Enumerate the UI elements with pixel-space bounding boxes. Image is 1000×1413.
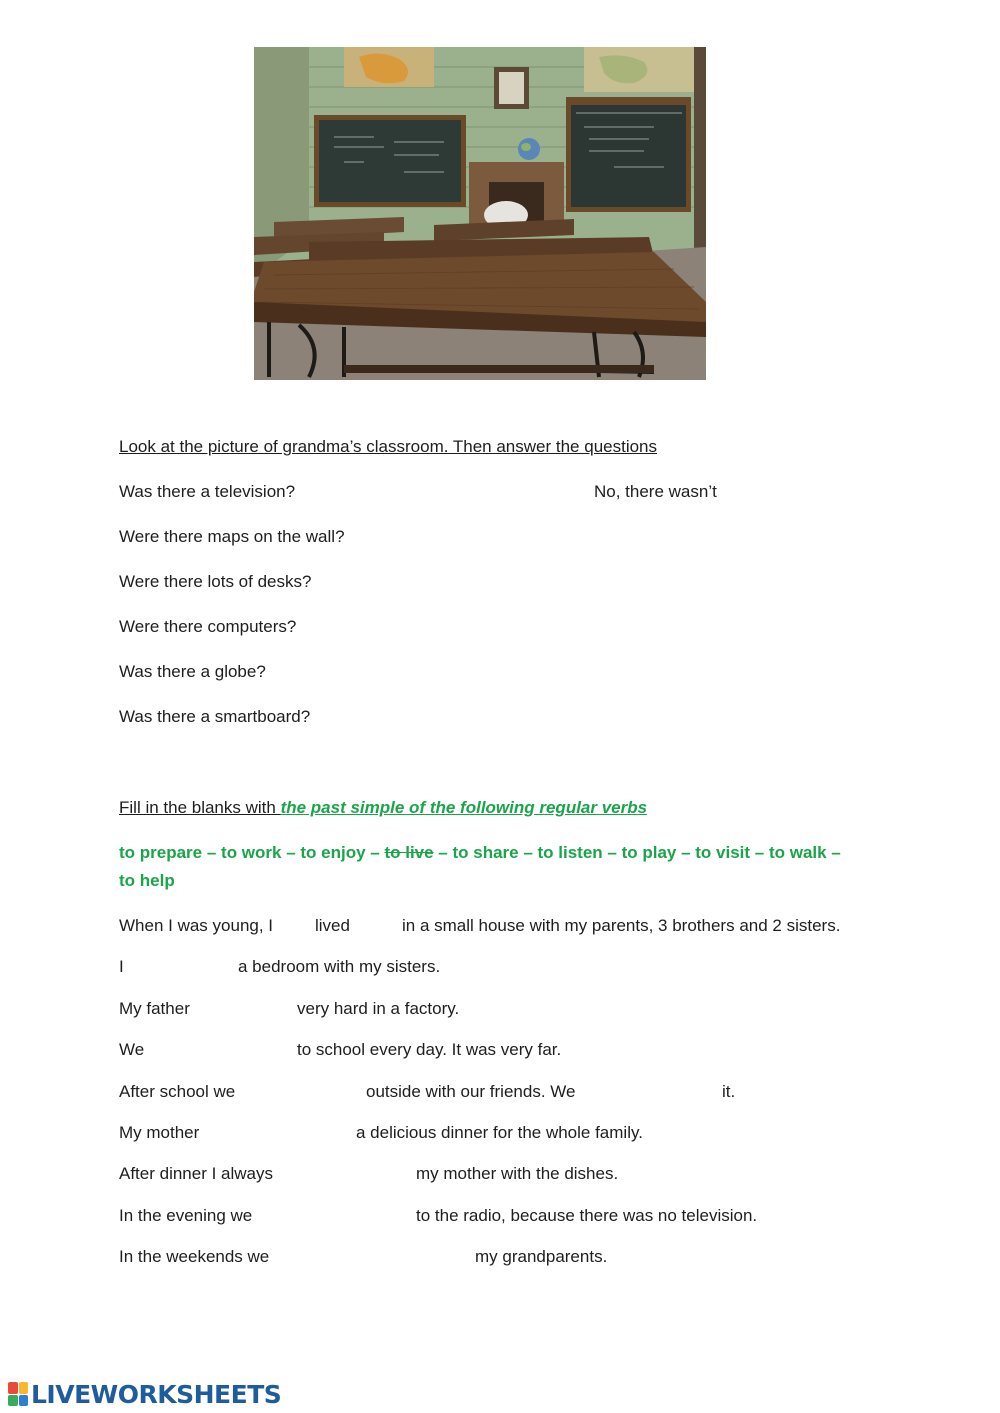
question-3: Were there lots of desks? (119, 572, 312, 591)
question-6: Was there a smartboard? (119, 707, 311, 726)
sentence-5-blank-2[interactable] (604, 1080, 716, 1104)
sentence-8-end: to the radio, because there was no television. (416, 1206, 758, 1225)
sentence-4-start: We (119, 1040, 145, 1059)
question-5: Was there a globe? (119, 662, 266, 681)
sentence-4-end: to school every day. It was very far. (297, 1040, 562, 1059)
sentence-2-blank[interactable] (132, 955, 232, 979)
section2-instruction-emphasis: the past simple of the following regular verbs (280, 798, 648, 817)
sentence-2-end: a bedroom with my sisters. (238, 957, 441, 976)
sentence-6-blank[interactable] (216, 1121, 350, 1145)
section1-instruction: Look at the picture of grandma’s classroom. Then answer the questions (119, 437, 658, 456)
sentence-6-start: My mother (119, 1123, 200, 1142)
liveworksheets-logo[interactable] (8, 1381, 281, 1407)
sentence-3-start: My father (119, 999, 190, 1018)
sentence-7-end: my mother with the dishes. (416, 1164, 619, 1183)
verb-list-line-2: to help (119, 871, 175, 890)
question-2: Were there maps on the wall? (119, 527, 345, 546)
sentence-2-start: I (119, 957, 124, 976)
sentence-4-blank[interactable] (152, 1038, 292, 1062)
logo-text: LIVEWORKSHEETS (31, 1379, 282, 1409)
liveworksheets-logo-icon (8, 1382, 28, 1406)
section2-instruction-plain: Fill in the blanks with (119, 798, 281, 817)
sentence-7-start: After dinner I always (119, 1164, 274, 1183)
question-4: Were there computers? (119, 617, 297, 636)
question-1: Was there a television? (119, 482, 296, 501)
verb-list-line-1 (119, 842, 841, 864)
sentence-1-end: in a small house with my parents, 3 brothers and 2 sisters. (402, 916, 841, 935)
sentence-3-blank[interactable] (206, 997, 292, 1021)
sentence-1-answer[interactable]: lived (315, 916, 350, 935)
sentence-5-middle: outside with our friends. We (366, 1082, 576, 1101)
sentence-8-blank[interactable] (272, 1204, 410, 1228)
sentence-1-start: When I was young, I (119, 916, 274, 935)
verb-list-part-a: to prepare – to work – to enjoy – (119, 843, 385, 862)
classroom-photo (254, 47, 706, 380)
sentence-8-start: In the evening we (119, 1206, 253, 1225)
sentence-5-blank-1[interactable] (252, 1080, 360, 1104)
sentence-5-end: it. (722, 1082, 736, 1101)
sentence-6-end: a delicious dinner for the whole family. (356, 1123, 643, 1142)
answer-1[interactable]: No, there wasn’t (594, 482, 717, 501)
section2-instruction (119, 797, 647, 819)
answer-2-input[interactable] (594, 525, 894, 549)
answer-4-input[interactable] (594, 615, 894, 639)
verb-list-part-b: – to share – to listen – to play – to visit – to walk – (433, 843, 841, 862)
sentence-9-end: my grandparents. (475, 1247, 608, 1266)
verb-list-struck: to live (384, 843, 434, 862)
answer-3-input[interactable] (594, 570, 894, 594)
answer-5-input[interactable] (594, 660, 894, 684)
sentence-9-blank[interactable] (290, 1245, 468, 1269)
answer-6-input[interactable] (594, 705, 894, 729)
sentence-3-end: very hard in a factory. (297, 999, 460, 1018)
sentence-5-start: After school we (119, 1082, 236, 1101)
sentence-9-start: In the weekends we (119, 1247, 270, 1266)
sentence-7-blank[interactable] (296, 1162, 410, 1186)
